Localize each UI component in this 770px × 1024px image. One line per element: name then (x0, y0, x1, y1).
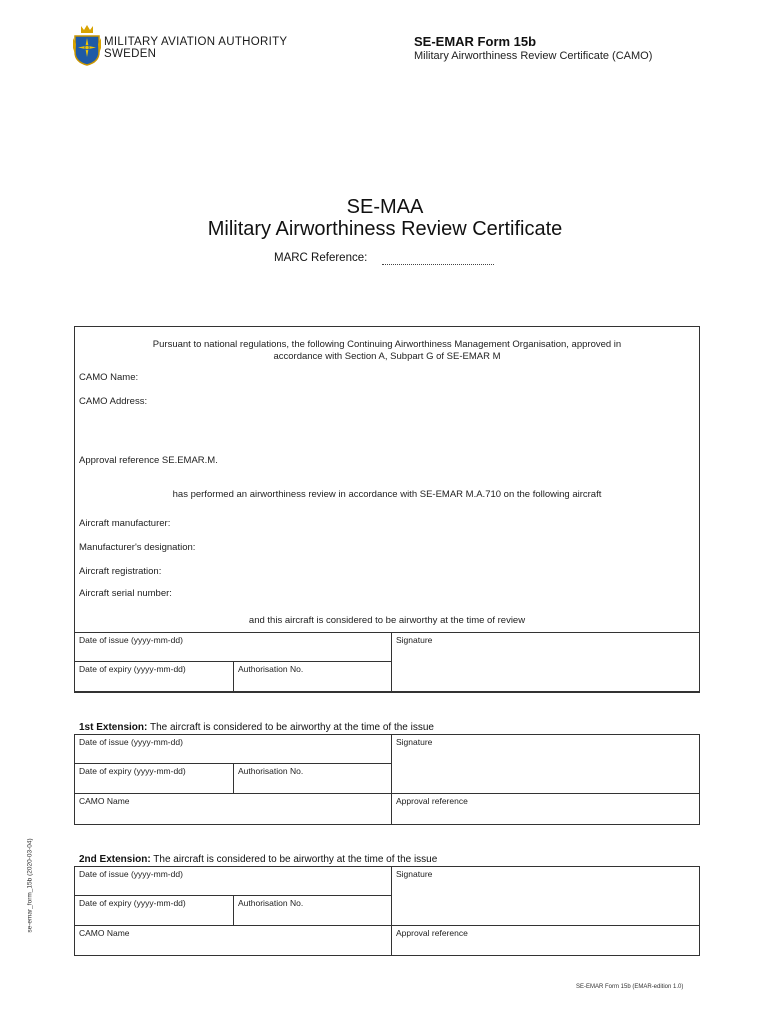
signature-label: Signature (396, 635, 433, 645)
date-of-expiry-field[interactable] (74, 661, 234, 692)
page-title-line1: SE-MAA (346, 196, 424, 218)
authorisation-label: Authorisation No. (238, 664, 304, 674)
authority-name-line2: SWEDEN (104, 48, 157, 60)
date-of-issue-label: Date of issue (yyyy-mm-dd) (79, 635, 183, 645)
ext1-date-of-expiry-field[interactable] (74, 763, 234, 794)
authorisation-field[interactable] (233, 661, 392, 692)
side-document-code: se-emar_form_15b (2020-03-04) (26, 838, 34, 933)
ext1-authorisation-field[interactable] (233, 763, 392, 794)
footer-edition: SE-EMAR Form 15b (EMAR-edition 1.0) (576, 984, 684, 990)
ext2-signature-field[interactable] (391, 866, 700, 926)
ext1-signature-field[interactable] (391, 734, 700, 794)
extension-2-heading: 2nd Extension: The aircraft is considered to be airworthy at the time of the issue (79, 854, 438, 865)
ext1-signature-label: Signature (396, 737, 433, 747)
ext1-date-of-issue-field[interactable] (74, 734, 392, 764)
ext2-date-of-issue-field[interactable] (74, 866, 392, 896)
ext1-camo-name-field[interactable] (74, 793, 392, 825)
ext1-approval-reference-field[interactable] (391, 793, 700, 825)
ext1-date-of-expiry-label: Date of expiry (yyyy-mm-dd) (79, 766, 186, 776)
crest-icon (72, 24, 102, 66)
ext2-date-of-expiry-label: Date of expiry (yyyy-mm-dd) (79, 898, 186, 908)
registration-label: Aircraft registration: (79, 566, 162, 577)
form-id: SE-EMAR Form 15b (414, 34, 537, 49)
ext2-authorisation-label: Authorisation No. (238, 898, 304, 908)
designation-label: Manufacturer's designation: (79, 542, 196, 553)
date-of-issue-field[interactable] (74, 632, 392, 662)
ext2-date-of-expiry-field[interactable] (74, 895, 234, 926)
ext1-camo-name-label: CAMO Name (79, 796, 130, 806)
intro-text: Pursuant to national regulations, the following Continuing Airworthiness Management Organisation, approved in (152, 339, 622, 350)
approval-reference-label: Approval reference SE.EMAR.M. (79, 455, 218, 466)
ext2-authorisation-field[interactable] (233, 895, 392, 926)
extension-1-heading: 1st Extension: The aircraft is considered to be airworthy at the time of the issue (79, 722, 434, 733)
camo-name-label: CAMO Name: (79, 372, 139, 383)
ext2-camo-name-field[interactable] (74, 925, 392, 956)
authority-name (104, 36, 287, 60)
camo-address-label: CAMO Address: (79, 396, 148, 407)
date-of-expiry-label: Date of expiry (yyyy-mm-dd) (79, 664, 186, 674)
ext1-approval-reference-label: Approval reference (396, 796, 468, 806)
serial-label: Aircraft serial number: (79, 588, 172, 599)
marc-reference-field[interactable] (382, 264, 494, 265)
ext2-camo-name-label: CAMO Name (79, 928, 130, 938)
ext2-signature-label: Signature (396, 869, 433, 879)
ext1-date-of-issue-label: Date of issue (yyyy-mm-dd) (79, 737, 183, 747)
signature-field[interactable] (391, 632, 700, 692)
ext1-authorisation-label: Authorisation No. (238, 766, 304, 776)
page-title-line2: Military Airworthiness Review Certificate (207, 218, 563, 240)
ext2-approval-reference-field[interactable] (391, 925, 700, 956)
manufacturer-label: Aircraft manufacturer: (79, 518, 171, 529)
authority-name-line1: MILITARY AVIATION AUTHORITY (104, 36, 288, 48)
ext2-date-of-issue-label: Date of issue (yyyy-mm-dd) (79, 869, 183, 879)
marc-reference-label: MARC Reference: (274, 252, 368, 264)
ext2-approval-reference-label: Approval reference (396, 928, 468, 938)
performed-text: has performed an airworthiness review in accordance with SE-EMAR M.A.710 on the following aircraft (172, 489, 602, 500)
considered-text: and this aircraft is considered to be airworthy at the time of review (248, 615, 526, 626)
form-subtitle: Military Airworthiness Review Certificate (CAMO) (414, 50, 653, 62)
intro-text-2: accordance with Section A, Subpart G of SE-EMAR M (273, 351, 501, 362)
